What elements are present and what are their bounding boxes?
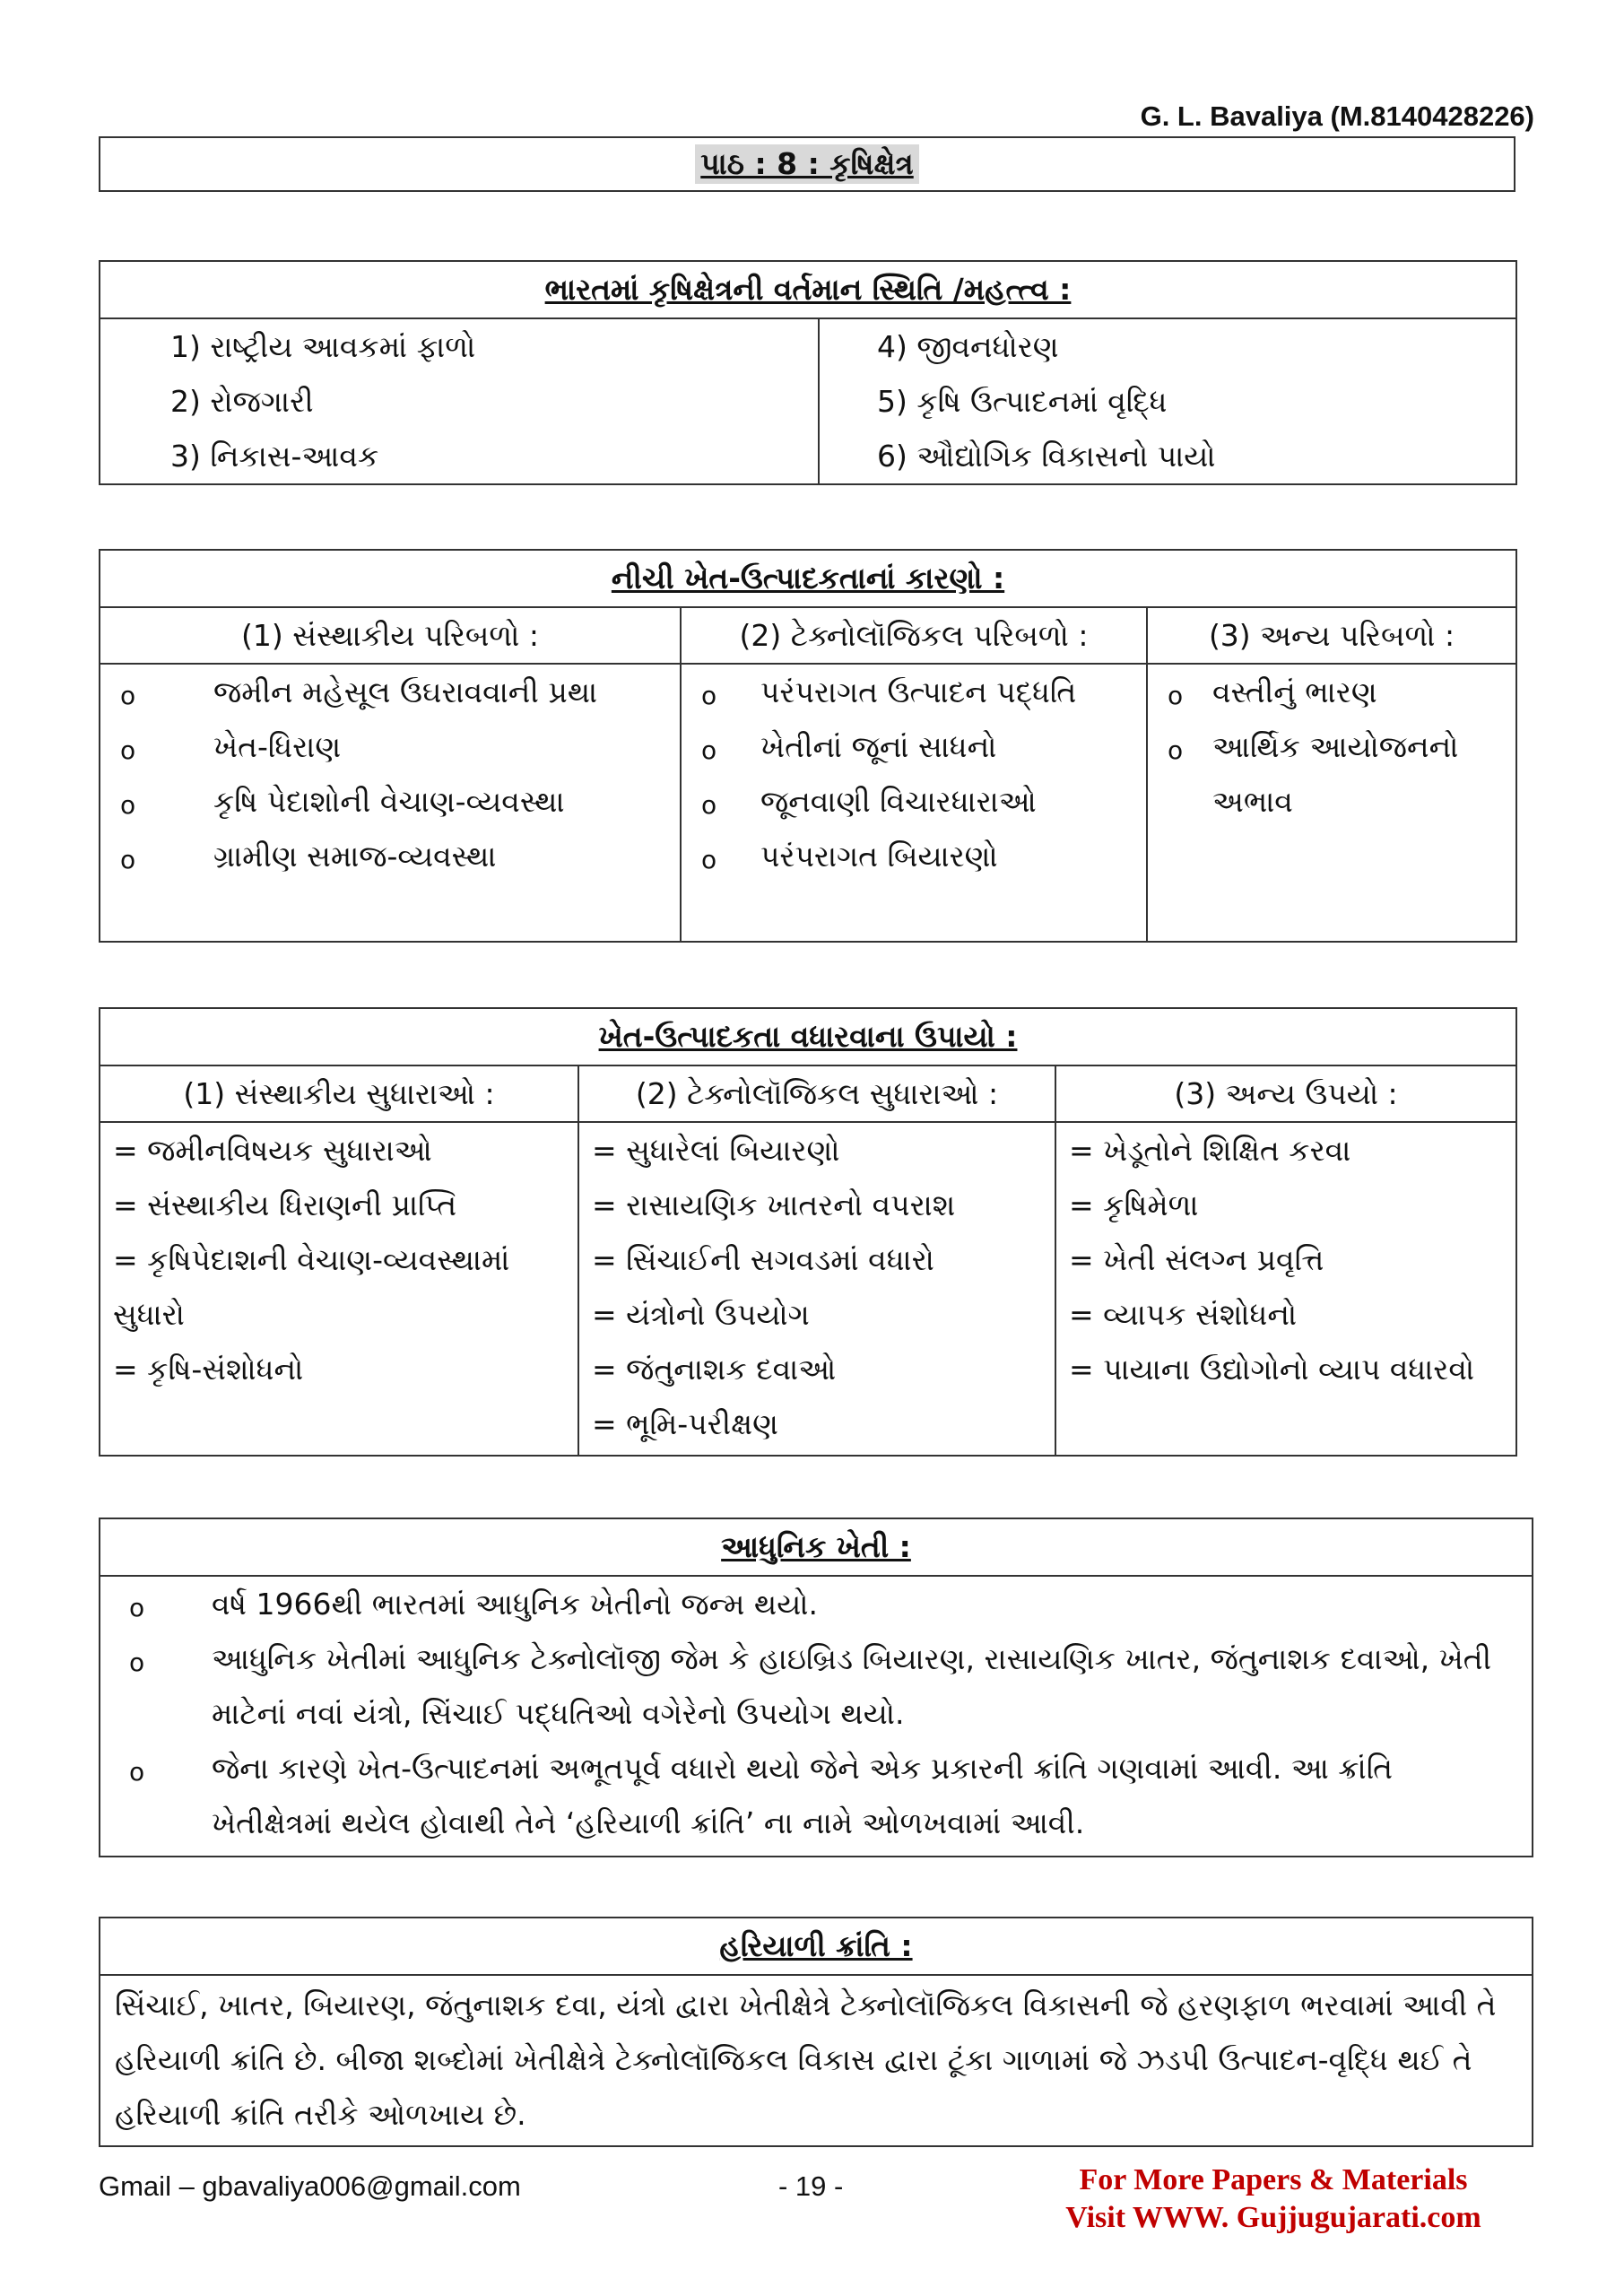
list-item: o ખેતીનાં જૂનાં સાધનો <box>689 719 1139 774</box>
column-title: (1) સંસ્થાકીય સુધારાઓ : <box>100 1065 578 1122</box>
list-item: = પાયાના ઉદ્યોગોનો વ્યાપ વધારવો <box>1069 1352 1475 1387</box>
list-item: 4) જીવનધોરણ <box>877 329 1059 364</box>
modern-farming-table <box>99 1518 1533 1857</box>
importance-table <box>99 260 1517 485</box>
footer-gmail: Gmail – gbavaliya006@gmail.com <box>99 2170 521 2202</box>
list-item: o જૂનવાણી વિચારધારાઓ <box>689 774 1139 829</box>
column-title: (3) અન્ય ઉપયો : <box>1055 1065 1516 1122</box>
low-productivity-table <box>99 549 1517 943</box>
list-item: = કૃષિપેદાશની વેચાણ-વ્યવસ્થામાં સુધારો <box>113 1242 510 1332</box>
column-title: (1) સંસ્થાકીય પરિબળો : <box>100 607 681 664</box>
column-title: (3) અન્ય પરિબળો : <box>1147 607 1516 664</box>
chapter-title-box <box>99 136 1515 192</box>
list-item: = ખેડૂતોને શિક્ષિત કરવા <box>1069 1133 1351 1168</box>
list-item: o પરંપરાગત બિયારણો <box>689 829 1139 883</box>
green-revolution-heading: હરિયાળી ક્રાંતિ : <box>100 1918 1533 1975</box>
page-number: - 19 - <box>778 2170 844 2202</box>
list-item: = યંત્રોનો ઉપયોગ <box>592 1297 810 1332</box>
list-item: o જમીન મહેસૂલ ઉઘરાવવાની પ્રથા <box>108 665 673 719</box>
list-item: = સિંચાઈની સગવડમાં વધારો <box>592 1242 934 1277</box>
improvement-heading: ખેત-ઉત્પાદકતા વધારવાના ઉપાયો : <box>100 1008 1516 1065</box>
list-item: = કૃષિમેળા <box>1069 1187 1199 1222</box>
list-item: o જેના કારણે ખેત-ઉત્પાદનમાં અભૂતપૂર્વ વધારો થયો જેને એક પ્રકારની ક્રાંતિ ગણવામાં આવી. આ ક્રાંતિ ખેતીક્ષેત્રમાં થયેલ હોવાથી તેને ‘હરિયાળી ક્રાંતિ’ ના નામે ઓળખવામાં આવી. <box>117 1741 1515 1850</box>
list-item: = ખેતી સંલગ્ન પ્રવૃત્તિ <box>1069 1242 1324 1277</box>
list-item: 1) રાષ્ટ્રીય આવકમાં ફાળો <box>170 329 476 364</box>
list-item: 6) ઔદ્યોગિક વિકાસનો પાયો <box>877 439 1216 474</box>
list-item: = કૃષિ-સંશોધનો <box>113 1352 304 1387</box>
column-title: (2) ટેક્નોલૉજિકલ પરિબળો : <box>681 607 1147 664</box>
list-item: 5) કૃષિ ઉત્પાદનમાં વૃદ્ધિ <box>877 384 1168 419</box>
promo-block <box>1031 2161 1515 2237</box>
list-item: = ભૂમિ-પરીક્ષણ <box>592 1406 778 1441</box>
green-revolution-table <box>99 1917 1533 2147</box>
list-item: = સંસ્થાકીય ધિરાણની પ્રાપ્તિ <box>113 1187 457 1222</box>
list-item: 2) રોજગારી <box>170 384 314 419</box>
list-item: = સુધારેલાં બિયારણો <box>592 1133 840 1168</box>
modern-farming-heading: આધુનિક ખેતી : <box>100 1518 1533 1576</box>
low-productivity-heading: નીચી ખેત-ઉત્પાદકતાનાં કારણો : <box>100 550 1516 607</box>
promo-line-2: Visit WWW. Gujjugujarati.com <box>1065 2201 1481 2234</box>
list-item: o વર્ષ 1966થી ભારતમાં આધુનિક ખેતીનો જન્મ થયો. <box>117 1577 1515 1631</box>
list-item: = જંતુનાશક દવાઓ <box>592 1352 837 1387</box>
list-item: o આર્થિક આયોજનનો અભાવ <box>1155 719 1508 829</box>
list-item: o વસ્તીનું ભારણ <box>1155 665 1508 719</box>
list-item: = રાસાયણિક ખાતરનો વપરાશ <box>592 1187 956 1222</box>
chapter-title: પાઠ : 8 : કૃષિક્ષેત્ર <box>695 144 918 184</box>
promo-line-1: For More Papers & Materials <box>1079 2163 1468 2196</box>
list-item: = વ્યાપક સંશોધનો <box>1069 1297 1298 1332</box>
list-item: o આધુનિક ખેતીમાં આધુનિક ટેક્નોલૉજી જેમ કે હાઇબ્રિડ બિયારણ, રાસાયણિક ખાતર, જંતુનાશક દવાઓ, ખેતી માટેનાં નવાં યંત્રો, સિંચાઈ પદ્ધતિઓ વગેરેનો ઉપયોગ થયો. <box>117 1631 1515 1741</box>
improvement-table <box>99 1007 1517 1457</box>
importance-heading: ભારતમાં કૃષિક્ષેત્રની વર્તમાન સ્થિતિ /મહત્ત્વ : <box>100 261 1516 318</box>
list-item: 3) નિકાસ-આવક <box>170 439 379 474</box>
author-credit: G. L. Bavaliya (M.8140428226) <box>1140 100 1534 132</box>
list-item: o પરંપરાગત ઉત્પાદન પદ્ધતિ <box>689 665 1139 719</box>
list-item: o ગ્રામીણ સમાજ-વ્યવસ્થા <box>108 829 673 883</box>
list-item: o ખેત-ધિરાણ <box>108 719 673 774</box>
column-title: (2) ટેક્નોલૉજિકલ સુધારાઓ : <box>578 1065 1055 1122</box>
list-item: o કૃષિ પેદાશોની વેચાણ-વ્યવસ્થા <box>108 774 673 829</box>
green-revolution-text: સિંચાઈ, ખાતર, બિયારણ, જંતુનાશક દવા, યંત્રો દ્વારા ખેતીક્ષેત્રે ટેક્નોલૉજિકલ વિકાસની જે હરણફાળ ભરવામાં આવી તે હરિયાળી ક્રાંતિ છે. બીજા શબ્દોમાં ખેતીક્ષેત્રે ટેક્નોલૉજિકલ વિકાસ દ્વારા ટૂંકા ગાળામાં જે ઝડપી ઉત્પાદન-વૃદ્ધિ થઈ તે હરિયાળી ક્રાંતિ તરીકે ઓળખાય છે. <box>100 1975 1533 2146</box>
list-item: = જમીનવિષયક સુધારાઓ <box>113 1133 432 1168</box>
